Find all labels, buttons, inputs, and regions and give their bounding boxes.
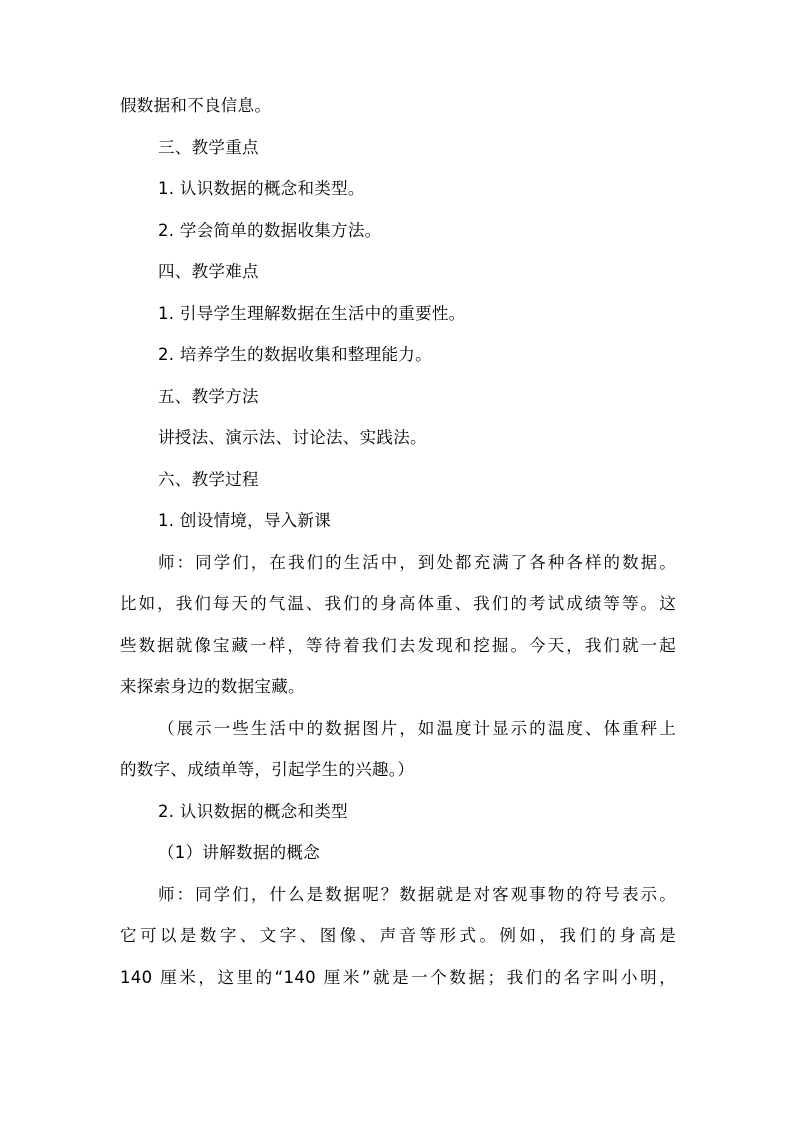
section-heading: 五、教学方法 — [158, 386, 259, 406]
section-heading: 四、教学难点 — [158, 262, 259, 281]
text-line: 讲授法、演示法、讨论法、实践法。 — [158, 428, 427, 447]
paragraph-line: （展示一些生活中的数据图片，如温度计显示的温度、体重秤上 — [158, 718, 676, 738]
paragraph-line: 来探索身边的数据宝藏。 — [120, 677, 305, 696]
paragraph-line: 的数字、成绩单等，引起学生的兴趣。） — [120, 760, 415, 779]
paragraph-line: 师：同学们，在我们的生活中，到处都充满了各种各样的数据。 — [158, 552, 676, 572]
document-body — [120, 96, 676, 988]
paragraph-line: 140 厘米，这里的“140 厘米”就是一个数据；我们的名字叫小明， — [120, 967, 676, 987]
subsection-heading: （1）讲解数据的概念 — [158, 843, 320, 862]
subsection-heading: 2. 认识数据的概念和类型 — [158, 801, 348, 821]
paragraph-line: 些数据就像宝藏一样，等待着我们去发现和挖掘。今天，我们就一起 — [120, 635, 676, 655]
list-item: 2. 学会简单的数据收集方法。 — [158, 220, 382, 240]
section-heading: 三、教学重点 — [158, 137, 259, 157]
subsection-heading: 1. 创设情境，导入新课 — [158, 511, 332, 530]
list-item: 1. 认识数据的概念和类型。 — [158, 179, 365, 198]
paragraph-line: 师：同学们，什么是数据呢？数据就是对客观事物的符号表示。 — [158, 884, 676, 904]
section-heading: 六、教学过程 — [158, 469, 259, 489]
paragraph-line: 它可以是数字、文字、图像、声音等形式。例如，我们的身高是 — [120, 926, 676, 945]
paragraph-line: 比如，我们每天的气温、我们的身高体重、我们的考试成绩等等。这 — [120, 594, 676, 613]
list-item: 2. 培养学生的数据收集和整理能力。 — [158, 345, 432, 364]
list-item: 1. 引导学生理解数据在生活中的重要性。 — [158, 303, 466, 323]
text-line: 假数据和不良信息。 — [120, 96, 272, 115]
